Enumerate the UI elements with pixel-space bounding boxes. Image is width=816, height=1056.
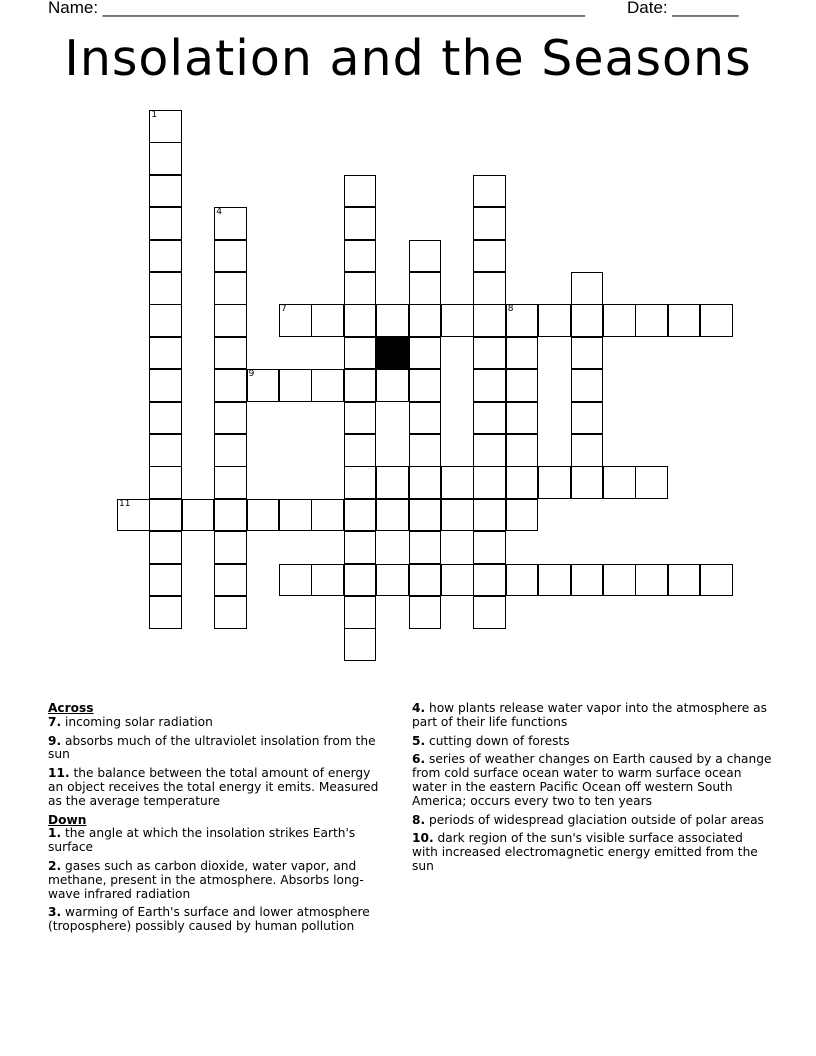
clue-text: the balance between the total amount of energy an object receives the total energy it emits. Measured as the average temperature	[48, 766, 379, 808]
crossword-cell[interactable]	[279, 369, 312, 402]
clue-number: 8	[507, 304, 514, 315]
crossword-cell[interactable]	[635, 466, 668, 499]
crossword-cell[interactable]	[441, 499, 474, 532]
crossword-cell[interactable]	[214, 337, 247, 370]
crossword-cell[interactable]	[149, 337, 182, 370]
clue-number-label: 3.	[48, 905, 62, 920]
clue-number: 4	[216, 207, 222, 218]
crossword-cell[interactable]	[279, 304, 312, 337]
crossword-cell[interactable]	[473, 369, 506, 402]
crossword-cell[interactable]	[344, 564, 377, 597]
across-heading: Across	[48, 701, 94, 715]
crossword-cell[interactable]	[571, 564, 604, 597]
crossword-cell[interactable]	[473, 402, 506, 435]
clue-number-label: 9.	[48, 733, 62, 748]
crossword-cell[interactable]	[149, 175, 182, 208]
clue-item	[412, 832, 772, 873]
crossword-cell[interactable]	[149, 142, 182, 175]
crossword-cell[interactable]	[376, 499, 409, 532]
crossword-cell[interactable]	[149, 240, 182, 273]
clue-text: series of weather changes on Earth caused by a change from cold surface ocean water to warm surface ocean water in the eastern Pacific Ocean off western South America; occurs every two to ten years	[412, 752, 772, 808]
crossword-cell[interactable]	[409, 564, 442, 597]
crossword-cell[interactable]	[344, 304, 377, 337]
crossword-cell[interactable]	[149, 207, 182, 240]
crossword-cell[interactable]	[149, 304, 182, 337]
clue-number: 1	[151, 110, 158, 120]
crossword-cell[interactable]	[344, 628, 377, 661]
clue-item	[412, 753, 772, 808]
clue-number-label: 7.	[48, 714, 62, 729]
clue-number-label: 10.	[412, 831, 434, 846]
crossword-cell[interactable]	[149, 369, 182, 402]
clue-text: dark region of the sun's visible surface associated with increased electromagnetic energy emitted from the sun	[412, 831, 758, 873]
crossword-cell[interactable]	[214, 596, 247, 629]
crossword-cell[interactable]	[344, 207, 377, 240]
clue-text: absorbs much of the ultraviolet insolation from the sun	[48, 733, 376, 762]
crossword-cell[interactable]	[149, 110, 182, 143]
crossword-cell[interactable]	[311, 564, 344, 597]
crossword-cell[interactable]	[311, 304, 344, 337]
crossword-cell[interactable]	[571, 434, 604, 467]
crossword-cell[interactable]	[538, 304, 571, 337]
crossword-cell[interactable]	[376, 466, 409, 499]
crossword-cell[interactable]	[149, 272, 182, 305]
clue-text: incoming solar radiation	[65, 714, 213, 729]
crossword-cell[interactable]	[149, 434, 182, 467]
date-field-label: Date: _______	[627, 0, 739, 17]
crossword-cell[interactable]	[473, 499, 506, 532]
crossword-cell[interactable]	[473, 564, 506, 597]
crossword-cell[interactable]	[279, 564, 312, 597]
crossword-cell[interactable]	[441, 564, 474, 597]
clue-number-label: 2.	[48, 858, 62, 873]
clue-item	[48, 716, 388, 730]
crossword-cell[interactable]	[214, 304, 247, 337]
down-clue-list	[48, 827, 388, 934]
crossword-cell[interactable]	[571, 466, 604, 499]
clue-item	[412, 814, 772, 828]
clue-item	[412, 735, 772, 749]
crossword-cell[interactable]	[603, 564, 636, 597]
crossword-cell[interactable]	[376, 369, 409, 402]
crossword-cell[interactable]	[603, 466, 636, 499]
crossword-cell[interactable]	[214, 466, 247, 499]
crossword-cell[interactable]	[247, 369, 280, 402]
crossword-cell[interactable]	[441, 466, 474, 499]
crossword-cell[interactable]	[344, 531, 377, 564]
clue-number-label: 4.	[412, 701, 426, 715]
crossword-cell[interactable]	[311, 499, 344, 532]
crossword-cell[interactable]	[409, 466, 442, 499]
crossword-cell[interactable]	[344, 272, 377, 305]
crossword-cell[interactable]	[376, 564, 409, 597]
crossword-cell[interactable]	[473, 304, 506, 337]
crossword-cell[interactable]	[571, 369, 604, 402]
crossword-cell[interactable]	[409, 402, 442, 435]
crossword-cell[interactable]	[376, 304, 409, 337]
clue-item	[412, 702, 772, 730]
crossword-cell[interactable]	[214, 564, 247, 597]
crossword-cell[interactable]	[149, 531, 182, 564]
crossword-cell[interactable]	[571, 402, 604, 435]
crossword-cell[interactable]	[506, 369, 539, 402]
crossword-cell[interactable]	[473, 272, 506, 305]
crossword-cell[interactable]	[700, 304, 733, 337]
across-clue-list	[48, 716, 388, 809]
clue-text: gases such as carbon dioxide, water vapor, and methane, present in the atmosphere. Absorbs long-wave infrared radiation	[48, 858, 364, 901]
crossword-cell[interactable]	[473, 207, 506, 240]
clue-text: warming of Earth's surface and lower atmosphere (troposphere) possibly caused by human pollution	[48, 905, 370, 934]
crossword-cell[interactable]	[409, 596, 442, 629]
crossword-cell[interactable]	[182, 499, 215, 532]
crossword-cell[interactable]	[344, 499, 377, 532]
clues-left-column	[48, 702, 388, 939]
crossword-cell[interactable]	[506, 434, 539, 467]
crossword-cell[interactable]	[635, 564, 668, 597]
crossword-cell[interactable]	[668, 564, 701, 597]
crossword-cell[interactable]	[571, 337, 604, 370]
crossword-cell[interactable]	[409, 434, 442, 467]
crossword-cell[interactable]	[214, 272, 247, 305]
crossword-cell[interactable]	[668, 304, 701, 337]
crossword-cell[interactable]	[247, 499, 280, 532]
clue-number-label: 6.	[412, 752, 426, 767]
crossword-cell[interactable]	[473, 531, 506, 564]
crossword-cell[interactable]	[214, 402, 247, 435]
crossword-cell[interactable]	[538, 466, 571, 499]
clue-text: the angle at which the insolation strikes Earth's surface	[48, 826, 356, 855]
crossword-cell[interactable]	[473, 596, 506, 629]
page-title: Insolation and the Seasons	[64, 30, 752, 87]
clue-item	[48, 827, 388, 855]
clue-number: 9	[248, 369, 255, 380]
clue-text: how plants release water vapor into the atmosphere as part of their life functions	[412, 701, 767, 729]
crossword-cell[interactable]	[473, 175, 506, 208]
crossword-cell[interactable]	[214, 531, 247, 564]
clue-number: 11	[119, 498, 131, 509]
crossword-cell[interactable]	[635, 304, 668, 337]
crossword-cell[interactable]	[117, 499, 150, 532]
crossword-cell[interactable]	[344, 402, 377, 435]
crossword-cell[interactable]	[344, 175, 377, 208]
clue-text: periods of widespread glaciation outside of polar areas	[429, 812, 764, 827]
crossword-cell[interactable]	[214, 240, 247, 273]
crossword-cell[interactable]	[344, 466, 377, 499]
crossword-cell[interactable]	[506, 304, 539, 337]
crossword-cell[interactable]	[603, 304, 636, 337]
crossword-cell[interactable]	[409, 531, 442, 564]
crossword-cell[interactable]	[344, 240, 377, 273]
clue-item	[48, 735, 388, 763]
crossword-cell[interactable]	[506, 402, 539, 435]
crossword-cell[interactable]	[214, 207, 247, 240]
crossword-cell[interactable]	[506, 337, 539, 370]
crossword-cell[interactable]	[409, 337, 442, 370]
crossword-cell[interactable]	[473, 466, 506, 499]
crossword-cell[interactable]	[409, 499, 442, 532]
clue-item	[48, 906, 388, 934]
clue-number-label: 1.	[48, 826, 62, 841]
crossword-cell[interactable]	[409, 304, 442, 337]
crossword-cell[interactable]	[409, 369, 442, 402]
crossword-black-cell	[376, 337, 409, 370]
crossword-cell[interactable]	[344, 434, 377, 467]
crossword-cell[interactable]	[538, 564, 571, 597]
down-clue-list-continued	[412, 702, 772, 874]
clues-right-column	[412, 702, 772, 879]
crossword-cell[interactable]	[506, 564, 539, 597]
crossword-cell[interactable]	[700, 564, 733, 597]
clue-number-label: 11.	[48, 766, 70, 781]
down-heading: Down	[48, 812, 87, 827]
crossword-cell[interactable]	[506, 466, 539, 499]
crossword-cell[interactable]	[214, 499, 247, 532]
crossword-cell[interactable]	[473, 337, 506, 370]
crossword-cell[interactable]	[311, 369, 344, 402]
crossword-cell[interactable]	[441, 304, 474, 337]
crossword-cell[interactable]	[571, 272, 604, 305]
crossword-cell[interactable]	[214, 434, 247, 467]
crossword-cell[interactable]	[344, 596, 377, 629]
clue-item	[48, 767, 388, 808]
crossword-cell[interactable]	[149, 499, 182, 532]
name-field-label: Name: ___________________________________________________	[48, 0, 585, 17]
crossword-cell[interactable]	[506, 499, 539, 532]
clue-number-label: 8.	[412, 812, 426, 827]
crossword-cell[interactable]	[149, 402, 182, 435]
crossword-cell[interactable]	[279, 499, 312, 532]
crossword-cell[interactable]	[149, 466, 182, 499]
clue-item	[48, 860, 388, 901]
crossword-cell[interactable]	[344, 337, 377, 370]
clue-number-label: 5.	[412, 733, 426, 748]
crossword-cell[interactable]	[409, 272, 442, 305]
crossword-cell[interactable]	[473, 434, 506, 467]
crossword-cell[interactable]	[473, 240, 506, 273]
crossword-cell[interactable]	[571, 304, 604, 337]
crossword-cell[interactable]	[149, 596, 182, 629]
crossword-cell[interactable]	[214, 369, 247, 402]
crossword-cell[interactable]	[149, 564, 182, 597]
clue-text: cutting down of forests	[429, 733, 570, 748]
crossword-cell[interactable]	[409, 240, 442, 273]
clue-number: 7	[281, 304, 287, 315]
crossword-cell[interactable]	[344, 369, 377, 402]
